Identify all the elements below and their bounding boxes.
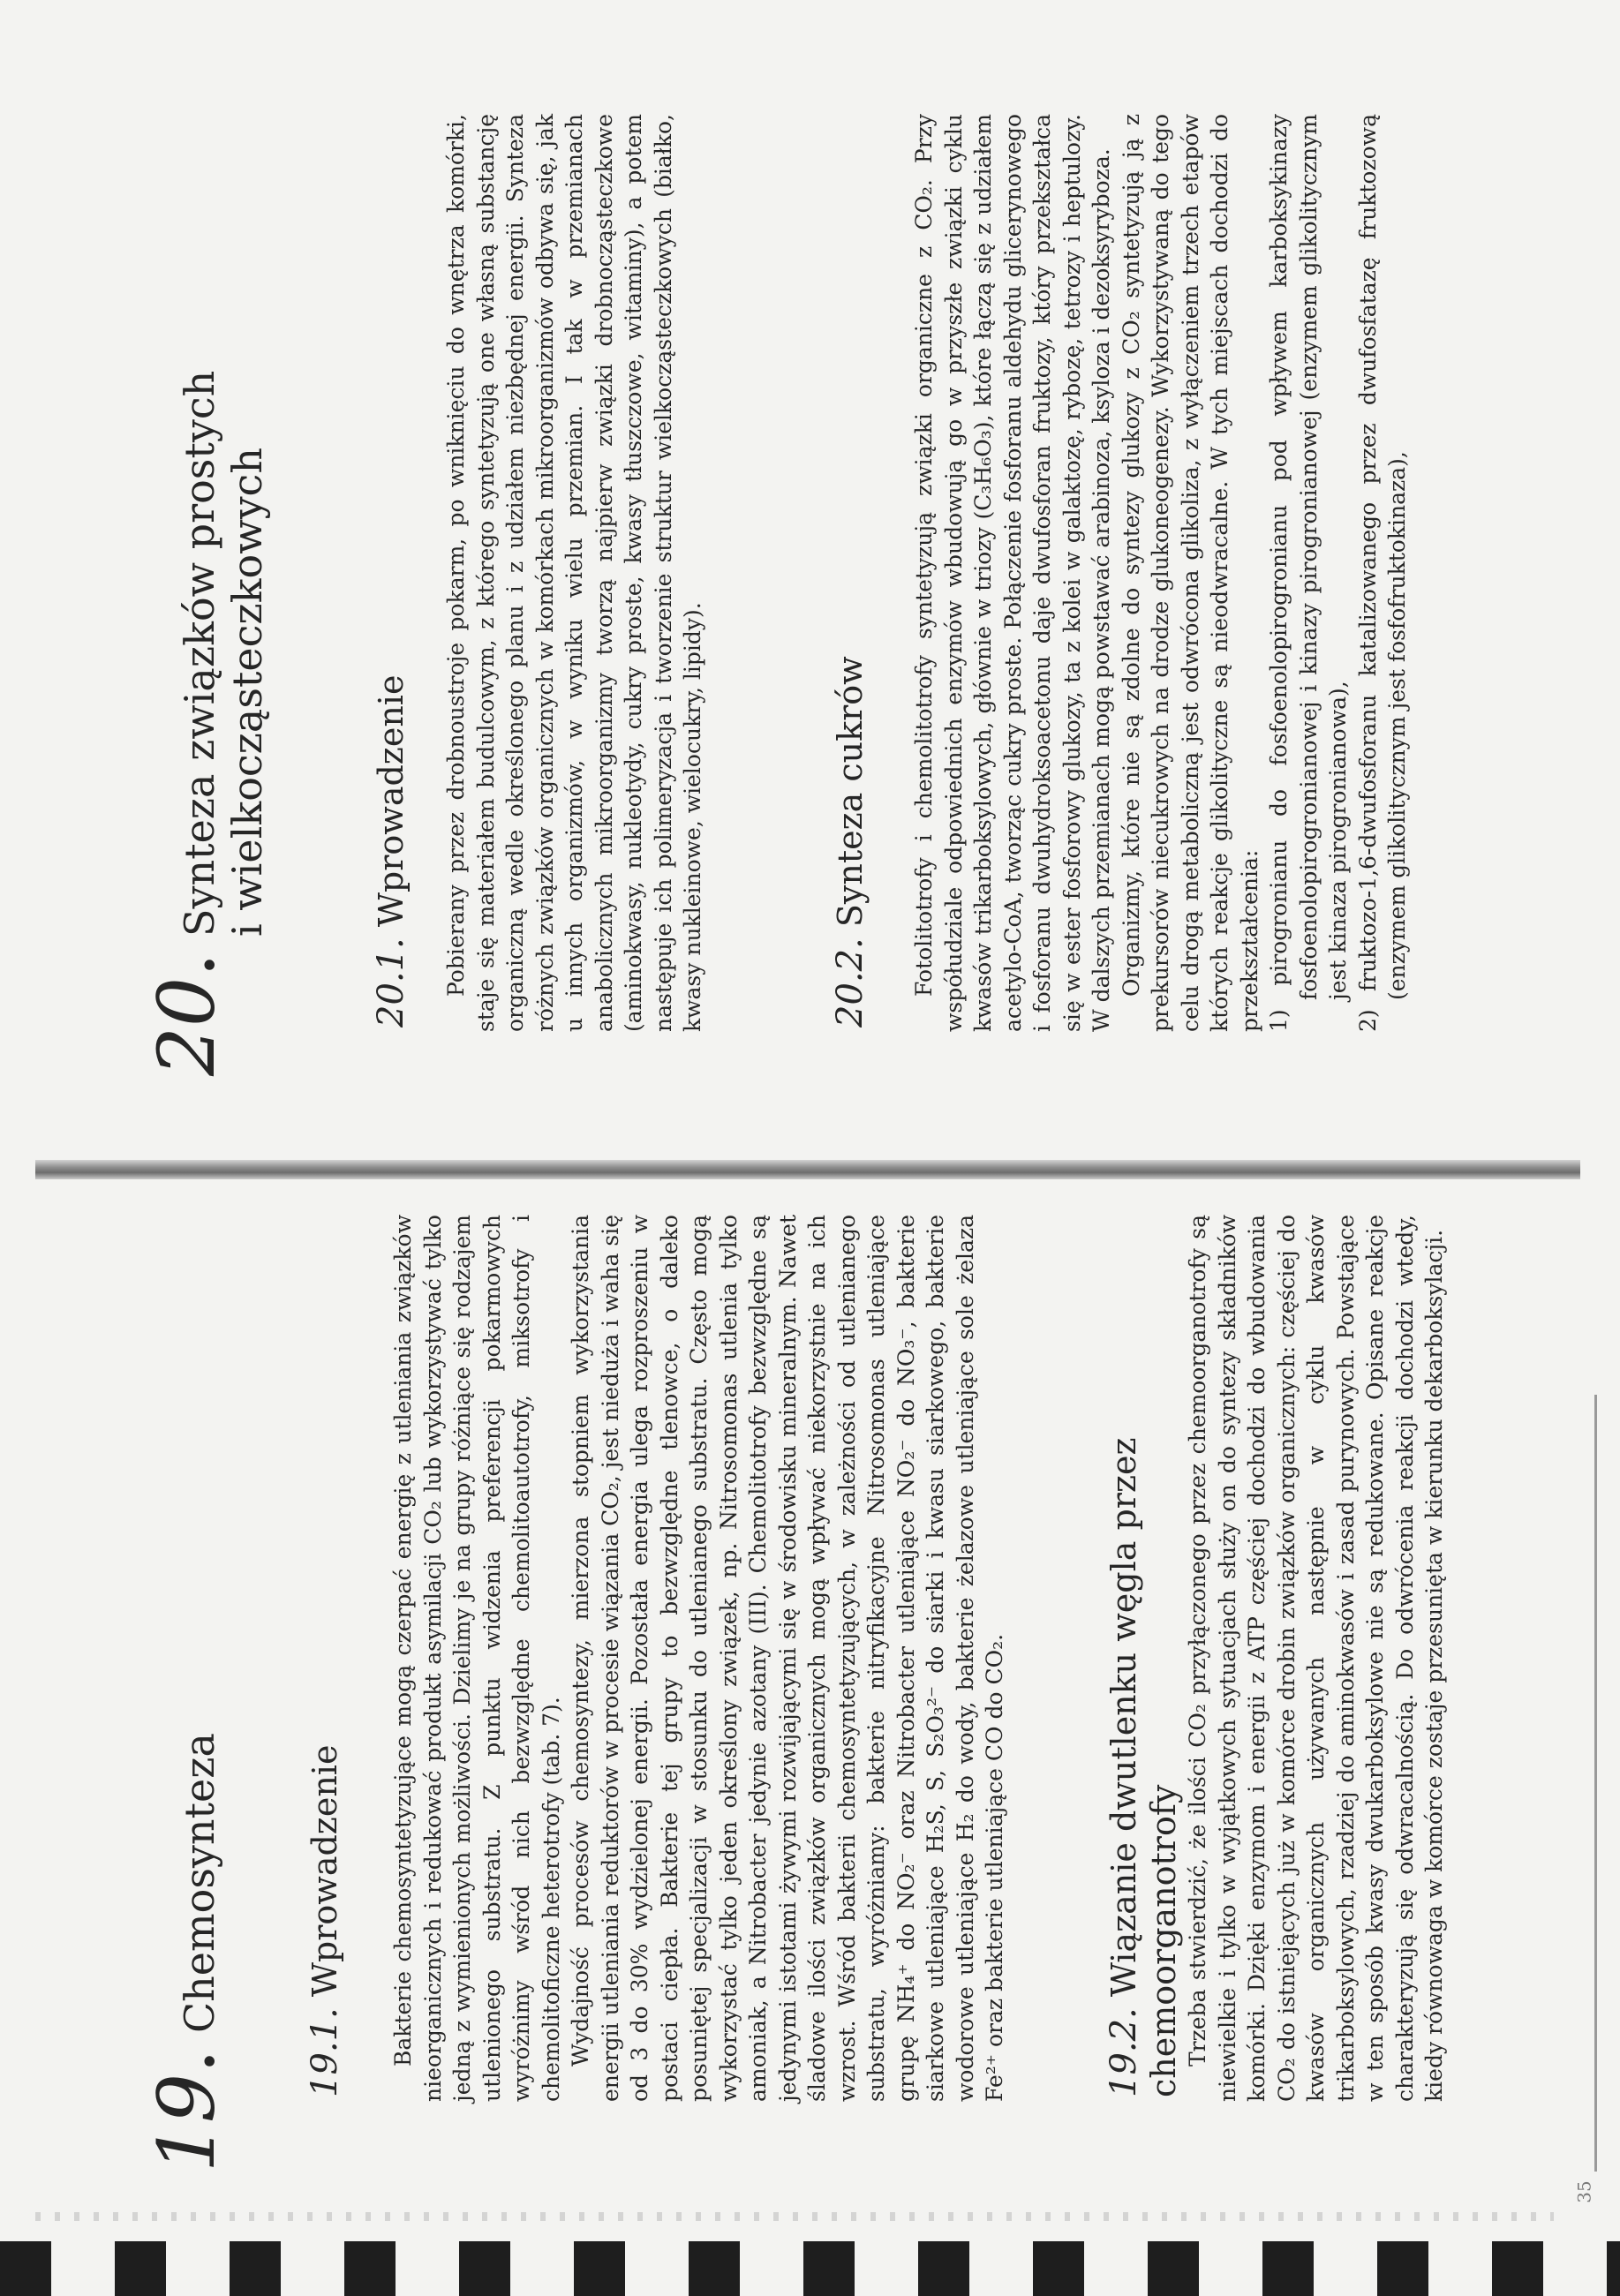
section-number: 20.1. xyxy=(371,937,411,1028)
chapter-number: 19 xyxy=(141,2074,232,2172)
chapter-number: 20 xyxy=(141,977,232,1076)
section-title: Wprowadzenie xyxy=(372,674,411,928)
section-19-1-body xyxy=(388,1215,1010,2102)
section-19-1-heading xyxy=(305,1745,345,2097)
paragraph: Bakterie chemosyntetyzujące mogą czerpać energię z utleniania związków nieorganicznych i redukować produkt asymilacji CO₂ lub wykorzystywać tylko jedną z wymienionych możliwości. Dzielimy je na grupy różniące się rodzajem utlenionego substratu. Z punktu widzenia preferencji pokarmowych wyróżnimy wśród nich bezwzględne chemolitoautotrofy, miksotrofy i chemolitoficzne heterotrofy (tab. 7). xyxy=(390,1215,564,2102)
section-title: Synteza cukrów xyxy=(831,656,870,928)
scan-border-stripes xyxy=(0,2241,1620,2296)
section-19-2-body xyxy=(1183,1215,1450,2102)
section-20-1-body xyxy=(441,114,708,1032)
section-20-2-body xyxy=(909,114,1413,1032)
chapter-number-dot: . xyxy=(141,952,232,978)
paragraph: Pobierany przez drobnoustroje pokarm, po wniknięciu do wnętrza komórki, staje się materiałem budulcowym, z którego syntetyzują one własną substancję organiczną wedle określonego planu i z udziałem niezbędnej energii. Synteza różnych związków organicznych w komórkach mikroorganizmów odbywa się, jak u innych organizmów, w wyniku wielu przemian. I tak w przemianach anabolicznych mikroorganizmy tworzą najpierw związki drobnocząsteczkowe (aminokwasy, nukleotydy, cukry proste, kwasy tłuszczowe, witaminy), a potem następuje ich polimeryzacja i tworzenie struktur wielkocząsteczkowych (białko, kwasy nukleinowe, wielocukry, lipidy). xyxy=(443,114,705,1032)
section-number: 20.2. xyxy=(830,937,870,1028)
chapter-20-heading xyxy=(141,371,271,1076)
paragraph: Organizmy, które nie są zdolne do syntezy glukozy z CO₂ syntetyzują ją z prekursorów niecukrowych na drodze glukoneogenezy. Wykorzystywaną do tego celu drogą metaboliczną jest odwrócona glikoliza, z wyłączeniem trzech etapów których reakcje glikolityczne są nieodwracalne. W tych miejscach dochodzi do przekształcenia: xyxy=(1118,114,1262,1032)
chapter-title: Chemosynteza xyxy=(176,1733,223,2034)
section-19-2-heading xyxy=(1104,1179,1183,2097)
scan-noise xyxy=(35,2212,1554,2221)
chapter-19-heading xyxy=(141,1733,232,2172)
conversion-list xyxy=(1264,114,1413,1032)
paragraph: Trzeba stwierdzić, że ilości CO₂ przyłączonego przez chemoorganotrofy są niewielkie i tylko w wyjątkowych sytuacjach służy on do syntezy składników komórki. Dzięki enzymom i energii z ATP częściej dochodzi do wbudowania CO₂ do istniejących już w komórce drobin związków organicznych: częściej do kwasów organicznych używanych następnie w cyklu kwasów trikarboksylowych, rzadziej do aminokwasów i zasad purynowych. Powstające w ten sposób kwasy dwukarboksylowe nie są redukowane. Opisane reakcje charakteryzują się odwracalnością. Do odwrócenia reakcji dochodzi wtedy, kiedy równowaga w komórce zostaje przesunięta w kierunku dekarboksylacji. xyxy=(1185,1215,1447,2102)
left-page xyxy=(0,1179,1620,2296)
list-item: 1) pirogronianu do fosfoenolopirogronianu pod wpływem karboksykinazy fosfoenolopirogronianowej i kinazy pirogronianowej (enzymem glikolitycznym jest kinaza pirogronianowa), xyxy=(1266,114,1351,1032)
paragraph: Wydajność procesów chemosyntezy, mierzona stopniem wykorzystania energii utleniania reduktorów w procesie wiązania CO₂, jest nieduża i waha się od 3 do 30% wydzielonej energii. Pozostała energia ulega rozproszeniu w postaci ciepła. Bakterie tej grupy to bezwzględne tlenowce, o daleko posuniętej specjalizacji w stosunku do utlenianego substratu. Często mogą wykorzystać tylko jeden określony związek, np. Nitrosomonas utlenia tylko amoniak, a Nitrobacter jedynie azotany (III). Chemolitotrofy bezwzględne są jedynymi istotami żywymi rozwijającymi się w środowisku mineralnym. Nawet śladowe ilości związków organicznych mogą wpływać niekorzystnie na ich wzrost. Wśród bakterii chemosyntetyzujących, w zależności od utlenianego substratu, wyróżniamy: bakterie nitryfikacyjne Nitrosomonas utleniające grupę NH₄⁺ do NO₂⁻ oraz Nitrobacter utleniające NO₂⁻ do NO₃⁻, bakterie siarkowe utleniające H₂S, S, S₂O₃²⁻ do siarki i kwasu siarkowego, bakterie wodorowe utleniające H₂ do wody, bakterie żelazowe utleniające sole żelaza Fe²⁺ oraz bakterie utleniające CO do CO₂. xyxy=(568,1215,1007,2102)
section-number: 19.2. xyxy=(1104,2007,1144,2097)
chapter-number-dot: . xyxy=(141,2049,232,2074)
chapter-title-line-1: Synteza związków prostych xyxy=(176,370,223,937)
section-title: Wiązanie dwutlenku węgla przez chemoorganotrofy xyxy=(1104,1437,1183,2097)
section-number: 19.1. xyxy=(305,2007,345,2097)
book-spine xyxy=(35,1160,1580,1179)
section-20-1-heading xyxy=(371,675,411,1028)
section-title: Wprowadzenie xyxy=(305,1744,344,1998)
chapter-title xyxy=(176,371,271,937)
page-edge-shadow xyxy=(1594,1395,1597,2172)
list-item: 2) fruktozo-1,6-dwufosforanu katalizowanego przez dwufosfatazę fruktozową (enzymem glikolitycznym jest fosfofruktokinaza), xyxy=(1354,114,1410,1032)
section-20-2-heading xyxy=(830,656,870,1028)
chapter-title-line-2: i wielkocząsteczkowych xyxy=(223,448,271,937)
page-number: 35 xyxy=(1573,2180,1595,2203)
paragraph: Fotolitotrofy i chemolitotrofy syntetyzują związki organiczne z CO₂. Przy współudziale odpowiednich enzymów wbudowują go w przyszłe związki cyklu kwasów trikarboksylowych, głównie w triozy (C₃H₆O₃), które łączą się z udziałem acetylo-CoA, tworząc cukry proste. Połączenie fosforanu aldehydu glicerynowego i fosforanu dwuhydroksoacetonu daje dwufosforan fruktozy, który przekształca się w ester fosforowy glukozy, ta z kolei w galaktozę, rybozę, tetrozy i heptulozy. W dalszych przemianach mogą powstawać arabinoza, ksyloza i dezoksyryboza. xyxy=(911,114,1114,1032)
